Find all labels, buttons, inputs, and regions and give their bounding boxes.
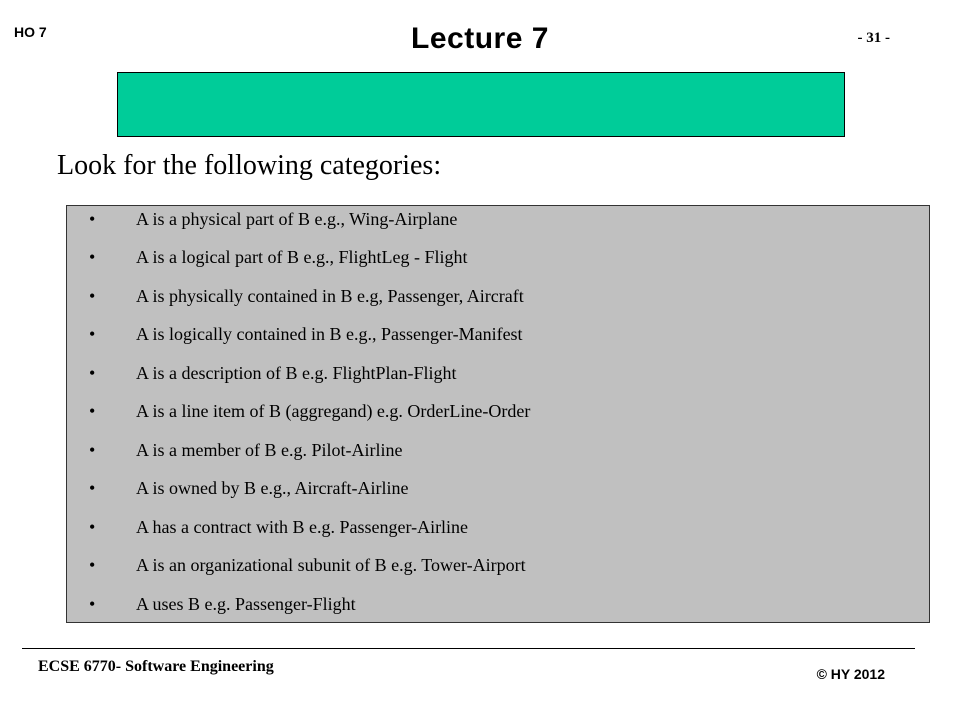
copyright: © HY 2012 [816,666,885,682]
course-name: ECSE 6770- Software Engineering [38,658,274,675]
bullet-icon: • [89,286,96,306]
handout-label: HO 7 [14,24,47,40]
bullet-icon: • [89,401,96,421]
bullet-icon: • [89,594,96,614]
category-text: A is logically contained in B e.g., Passenger-Manifest [136,324,523,344]
title-banner [117,72,845,137]
section-heading: Look for the following categories: [57,150,442,181]
category-text: A is a description of B e.g. FlightPlan-Flight [136,363,457,383]
lecture-title: Lecture 7 [411,22,549,55]
bullet-icon: • [89,247,96,267]
page-number: - 31 - [857,30,890,46]
category-text: A is a member of B e.g. Pilot-Airline [136,440,403,460]
bullet-icon: • [89,209,96,229]
category-text: A is a line item of B (aggregand) e.g. OrderLine-Order [136,401,531,421]
bullet-icon: • [89,363,96,383]
category-text: A is an organizational subunit of B e.g. Tower-Airport [136,555,526,575]
category-text: A is physically contained in B e.g, Passenger, Aircraft [136,286,524,306]
category-text: A is a logical part of B e.g., FlightLeg - Flight [136,247,468,267]
bullet-icon: • [89,555,96,575]
category-text: A is owned by B e.g., Aircraft-Airline [136,478,409,498]
footer-divider [22,648,915,649]
category-text: A is a physical part of B e.g., Wing-Airplane [136,209,458,229]
bullet-icon: • [89,324,96,344]
bullet-icon: • [89,440,96,460]
bullet-icon: • [89,517,96,537]
category-text: A has a contract with B e.g. Passenger-Airline [136,517,469,537]
category-text: A uses B e.g. Passenger-Flight [136,594,356,614]
categories-panel [66,205,930,623]
bullet-icon: • [89,478,96,498]
